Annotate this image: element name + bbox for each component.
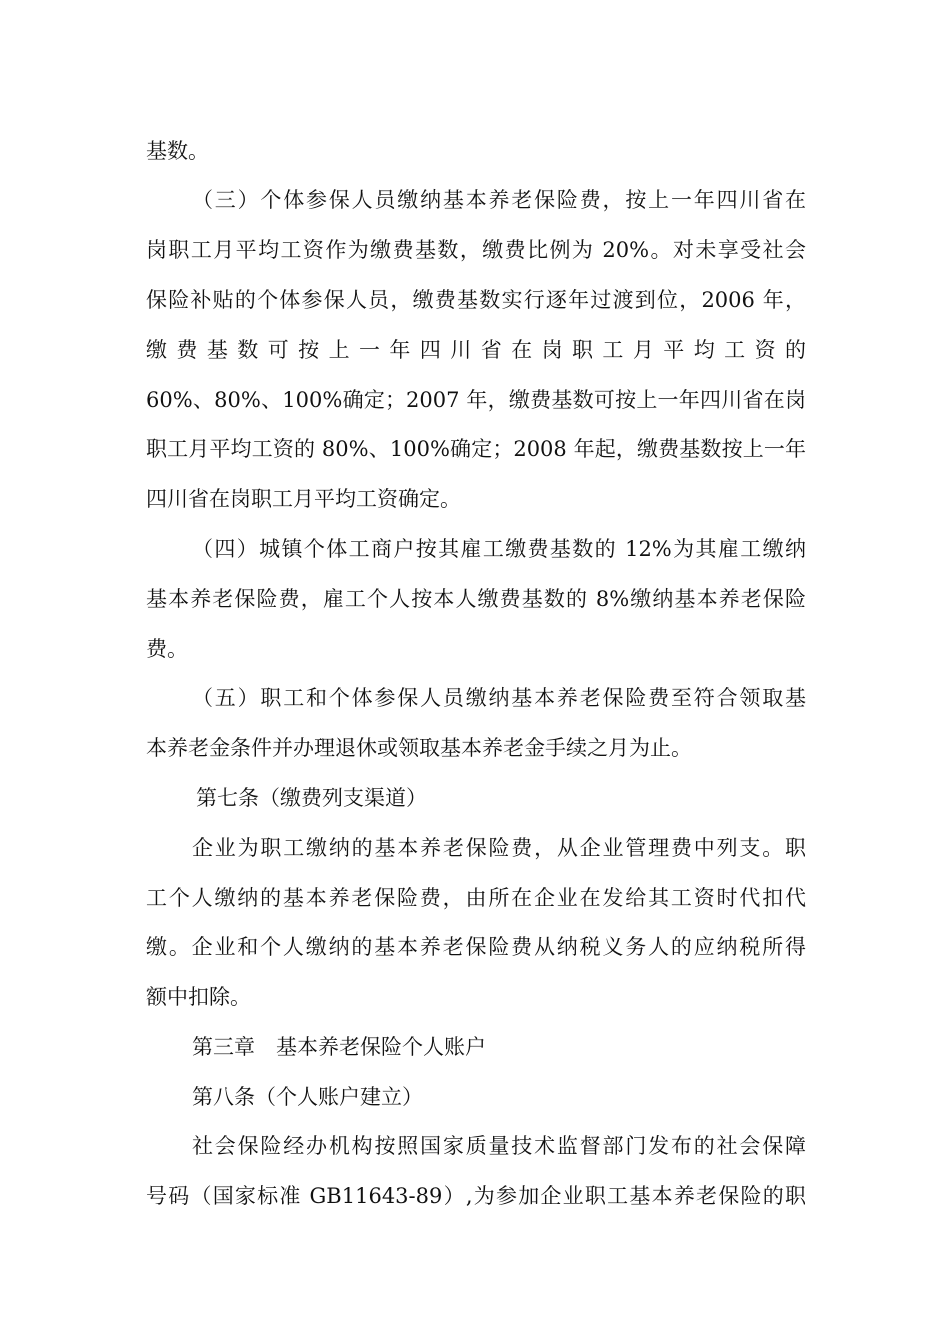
text-line: 工个人缴纳的基本养老保险费，由所在企业在发给其工资时代扣代 — [146, 886, 806, 910]
text-line: 缴费基数可按上一年四川省在岗职工月平均工资的 — [146, 338, 806, 362]
text-line: 企业为职工缴纳的基本养老保险费，从企业管理费中列支。职 — [192, 836, 806, 860]
chapter-heading: 第三章 基本养老保险个人账户 — [192, 1035, 486, 1059]
text-line: （四）城镇个体工商户按其雇工缴费基数的 12%为其雇工缴纳 — [192, 537, 806, 561]
text-line: 社会保险经办机构按照国家质量技术监督部门发布的社会保障 — [192, 1134, 806, 1158]
text-line: 职工月平均工资的 80%、100%确定；2008 年起，缴费基数按上一年 — [146, 437, 806, 461]
text-line: 基数。 — [146, 139, 209, 163]
text-line: 缴。企业和个人缴纳的基本养老保险费从纳税义务人的应纳税所得 — [146, 935, 806, 959]
text-line: 保险补贴的个体参保人员，缴费基数实行逐年过渡到位，2006 年， — [146, 288, 806, 312]
text-line: 60%、80%、100%确定；2007 年，缴费基数可按上一年四川省在岗 — [146, 388, 806, 412]
text-line: 本养老金条件并办理退休或领取基本养老金手续之月为止。 — [146, 736, 692, 760]
text-line: 岗职工月平均工资作为缴费基数，缴费比例为 20%。对未享受社会 — [146, 238, 806, 262]
text-line: （三）个体参保人员缴纳基本养老保险费，按上一年四川省在 — [192, 188, 806, 212]
text-line: 四川省在岗职工月平均工资确定。 — [146, 487, 461, 511]
text-line: 号码（国家标准 GB11643-89）,为参加企业职工基本养老保险的职 — [146, 1184, 806, 1208]
article-heading: 第七条（缴费列支渠道） — [196, 786, 427, 810]
text-line: 费。 — [146, 637, 188, 661]
article-heading: 第八条（个人账户建立） — [192, 1085, 423, 1109]
text-line: 额中扣除。 — [146, 985, 251, 1009]
text-line: 基本养老保险费，雇工个人按本人缴费基数的 8%缴纳基本养老保险 — [146, 587, 806, 611]
text-line: （五）职工和个体参保人员缴纳基本养老保险费至符合领取基 — [192, 686, 806, 710]
